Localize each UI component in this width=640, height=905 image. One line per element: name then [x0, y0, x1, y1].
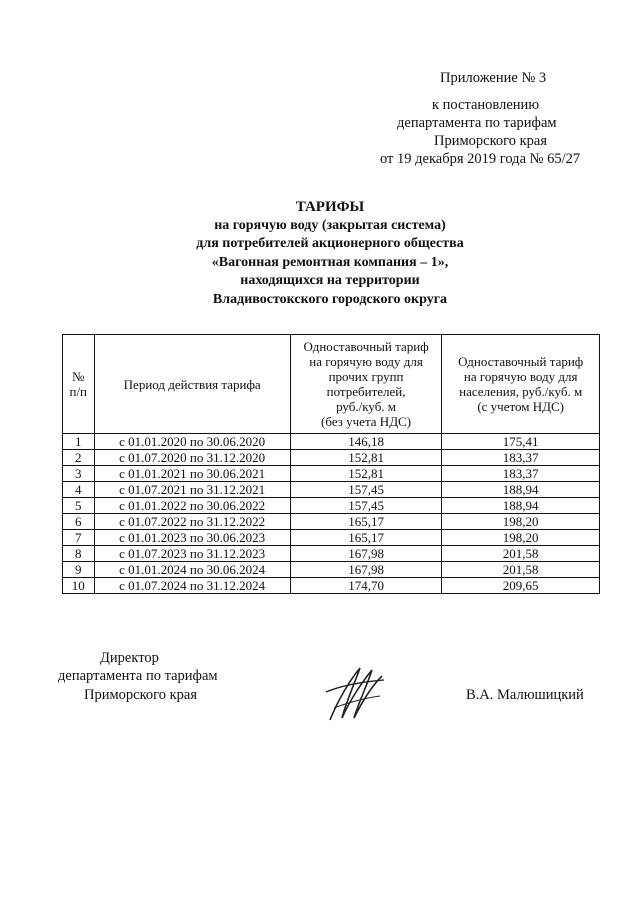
- cell-tariff-others: 165,17: [290, 530, 442, 546]
- cell-tariff-population: 198,20: [442, 514, 600, 530]
- handwritten-signature: [320, 660, 390, 730]
- table-row: [63, 450, 600, 466]
- table-header-row: [63, 335, 600, 434]
- cell-tariff-population: 188,94: [442, 498, 600, 514]
- table-row: [63, 546, 600, 562]
- table-row: [63, 514, 600, 530]
- cell-tariff-others: 165,17: [290, 514, 442, 530]
- heading-line: на горячую воду (закрытая система): [214, 217, 446, 233]
- table-row: [63, 482, 600, 498]
- table-row: [63, 530, 600, 546]
- signer-position: Директор: [100, 650, 159, 666]
- cell-number: 1: [63, 434, 95, 450]
- cell-period: с 01.01.2022 по 30.06.2022: [94, 498, 290, 514]
- document-heading: [150, 198, 510, 309]
- cell-period: с 01.07.2023 по 31.12.2023: [94, 546, 290, 562]
- header-period: Период действия тарифа: [94, 335, 290, 434]
- cell-tariff-population: 198,20: [442, 530, 600, 546]
- cell-period: с 01.07.2022 по 31.12.2022: [94, 514, 290, 530]
- cell-number: 2: [63, 450, 95, 466]
- cell-period: с 01.01.2021 по 30.06.2021: [94, 466, 290, 482]
- signer-region: Приморского края: [84, 687, 198, 703]
- cell-period: с 01.01.2024 по 30.06.2024: [94, 562, 290, 578]
- appendix-block: [0, 70, 640, 180]
- header-tariff-population: Одноставочный тариф на горячую воду для населения, руб./куб. м (с учетом НДС): [442, 335, 600, 434]
- table-row: [63, 466, 600, 482]
- heading-line: находящихся на территории: [240, 273, 420, 288]
- cell-number: 3: [63, 466, 95, 482]
- cell-period: с 01.01.2023 по 30.06.2023: [94, 530, 290, 546]
- cell-tariff-others: 152,81: [290, 466, 442, 482]
- cell-tariff-population: 209,65: [442, 578, 600, 594]
- appendix-line: департамента по тарифам: [397, 115, 557, 131]
- appendix-line: к постановлению: [432, 97, 540, 113]
- appendix-title: Приложение № 3: [440, 70, 547, 86]
- cell-tariff-others: 146,18: [290, 434, 442, 450]
- cell-tariff-population: 188,94: [442, 482, 600, 498]
- cell-tariff-population: 201,58: [442, 562, 600, 578]
- cell-tariff-population: 201,58: [442, 546, 600, 562]
- signer-name: В.А. Малюшицкий: [466, 687, 584, 703]
- cell-period: с 01.01.2020 по 30.06.2020: [94, 434, 290, 450]
- heading-line: Владивостокского городского округа: [212, 291, 448, 307]
- appendix-line: от 19 декабря 2019 года № 65/27: [380, 151, 581, 167]
- cell-number: 4: [63, 482, 95, 498]
- signer-department: департамента по тарифам: [58, 668, 218, 684]
- table-row: [63, 498, 600, 514]
- cell-tariff-others: 167,98: [290, 546, 442, 562]
- table-row: [63, 578, 600, 594]
- header-number: № п/п: [63, 335, 95, 434]
- cell-tariff-others: 152,81: [290, 450, 442, 466]
- cell-tariff-others: 174,70: [290, 578, 442, 594]
- cell-number: 5: [63, 498, 95, 514]
- cell-period: с 01.07.2024 по 31.12.2024: [94, 578, 290, 594]
- cell-period: с 01.07.2020 по 31.12.2020: [94, 450, 290, 466]
- cell-number: 9: [63, 562, 95, 578]
- document-title: ТАРИФЫ: [295, 199, 365, 215]
- cell-number: 8: [63, 546, 95, 562]
- cell-number: 10: [63, 578, 95, 594]
- table-row: [63, 562, 600, 578]
- cell-number: 6: [63, 514, 95, 530]
- cell-tariff-others: 157,45: [290, 498, 442, 514]
- cell-period: с 01.07.2021 по 31.12.2021: [94, 482, 290, 498]
- cell-number: 7: [63, 530, 95, 546]
- heading-line: для потребителей акционерного общества: [196, 236, 464, 251]
- heading-line: «Вагонная ремонтная компания – 1»,: [211, 254, 449, 270]
- cell-tariff-others: 167,98: [290, 562, 442, 578]
- tariffs-table: [62, 334, 600, 594]
- cell-tariff-population: 175,41: [442, 434, 600, 450]
- cell-tariff-population: 183,37: [442, 450, 600, 466]
- appendix-line: Приморского края: [434, 133, 548, 149]
- cell-tariff-population: 183,37: [442, 466, 600, 482]
- cell-tariff-others: 157,45: [290, 482, 442, 498]
- header-tariff-others: Одноставочный тариф на горячую воду для прочих групп потребителей, руб./куб. м (без учета НДС): [290, 335, 442, 434]
- table-row: [63, 434, 600, 450]
